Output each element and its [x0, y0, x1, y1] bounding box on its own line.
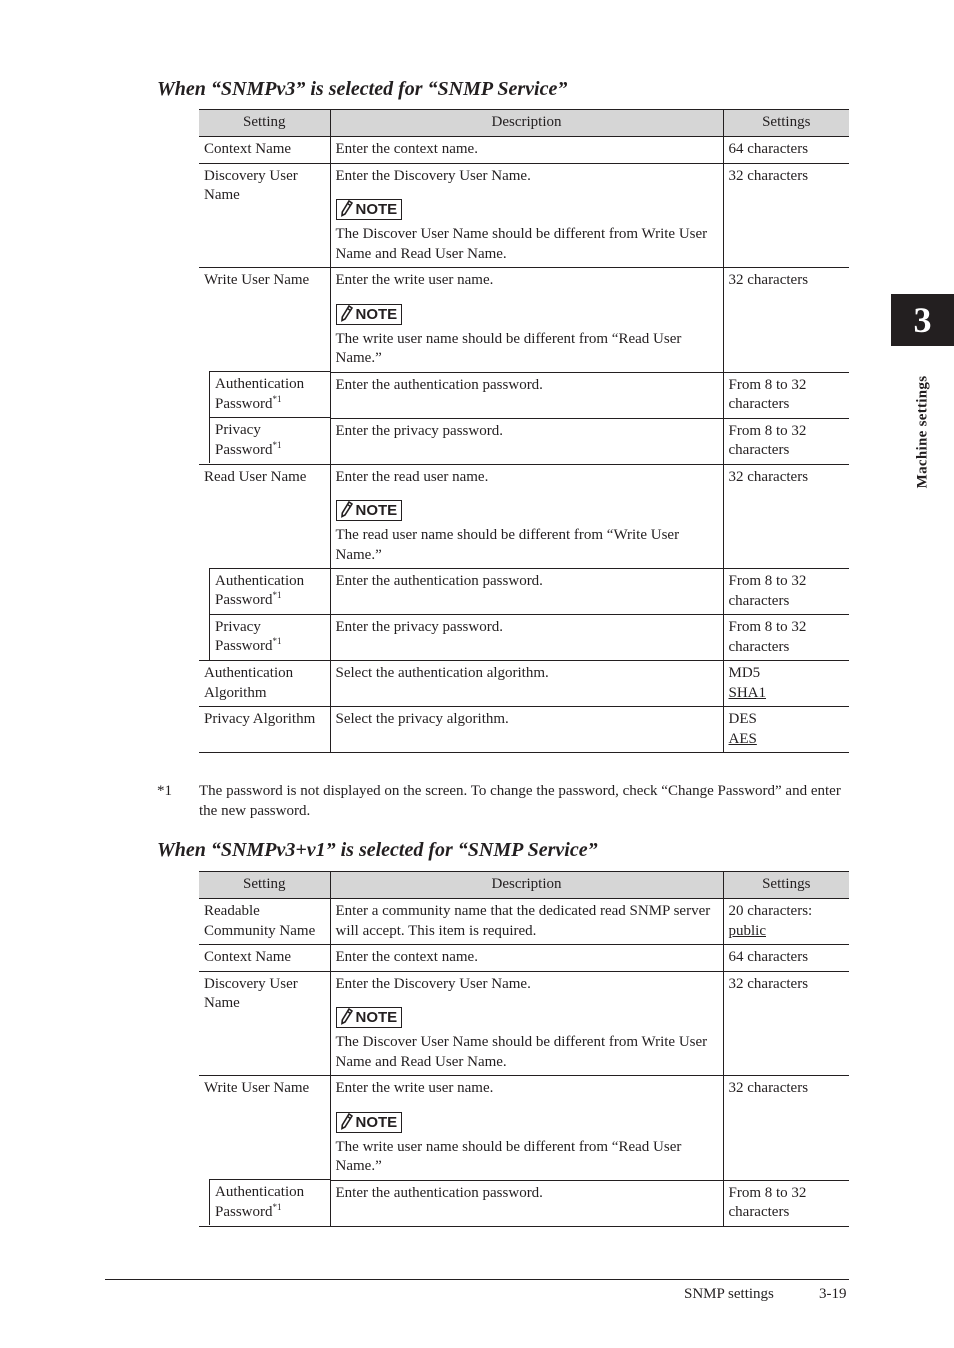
footer-divider	[105, 1279, 849, 1280]
note-text: The write user name should be different from “Read User Name.”	[335, 330, 682, 366]
pencil-icon	[340, 200, 353, 217]
setting-cell: Discovery User Name	[199, 163, 330, 268]
note-label: NOTE	[355, 305, 398, 323]
header-description: Description	[330, 110, 723, 137]
default-option-value: SHA1	[728, 684, 767, 701]
table-row	[199, 971, 849, 1076]
description-cell: Enter the privacy password.	[330, 615, 723, 661]
setting-label: Privacy Password	[215, 618, 273, 654]
setting-cell: Context Name	[199, 137, 330, 164]
table-row	[199, 615, 849, 661]
table-row	[199, 268, 849, 373]
section-title-snmpv3-v1: When “SNMPv3+v1” is selected for “SNMP Service”	[157, 839, 598, 861]
description-cell: Enter a community name that the dedicated read SNMP server will accept. This item is required.	[330, 899, 723, 945]
setting-cell	[199, 615, 330, 661]
table-row	[199, 707, 849, 753]
setting-cell	[199, 1180, 330, 1226]
option-value: MD5	[728, 665, 761, 681]
description-text: Enter the Discovery User Name.	[335, 975, 531, 992]
setting-label: Privacy Password	[215, 422, 273, 458]
setting-cell: Read User Name	[204, 468, 307, 485]
page-number: 3-19	[819, 1286, 847, 1302]
settings-cell: From 8 to 32 characters	[723, 615, 849, 661]
header-setting: Setting	[199, 110, 330, 137]
settings-cell: 64 characters	[723, 137, 849, 164]
settings-cell: 32 characters	[723, 971, 849, 1076]
note-text: The Discover User Name should be different from Write User Name and Read User Name.	[335, 1034, 708, 1070]
settings-cell: 32 characters	[723, 1076, 849, 1181]
setting-cell: Discovery User Name	[199, 971, 330, 1076]
header-settings: Settings	[723, 110, 849, 137]
setting-cell: Write User Name	[204, 272, 310, 288]
footnote-ref: *1	[272, 590, 282, 600]
footnote-text: The password is not displayed on the screen. To change the password, check “Change Password” and enter the new password.	[199, 783, 841, 819]
option-value: 20 characters:	[728, 903, 813, 919]
description-cell: Select the privacy algorithm.	[330, 707, 723, 753]
setting-cell: Context Name	[199, 945, 330, 972]
description-cell	[330, 1076, 723, 1181]
setting-cell: Write User Name	[204, 1080, 310, 1096]
footnote-ref: *1	[272, 636, 282, 646]
description-cell: Enter the authentication password.	[330, 569, 723, 615]
note-label: NOTE	[355, 201, 398, 218]
table-row	[199, 163, 849, 268]
setting-cell: Privacy Algorithm	[199, 707, 330, 753]
note-badge	[336, 199, 403, 220]
table-row	[199, 418, 849, 464]
settings-cell: From 8 to 32 characters	[723, 372, 849, 418]
note-text: The Discover User Name should be different from Write User Name and Read User Name.	[335, 226, 708, 262]
note-badge	[336, 500, 403, 521]
settings-cell	[723, 661, 849, 707]
footnote-ref: *1	[272, 393, 282, 404]
description-cell: Enter the context name.	[330, 137, 723, 164]
settings-cell: 32 characters	[723, 464, 849, 569]
pencil-icon	[340, 305, 353, 322]
settings-cell: 32 characters	[723, 163, 849, 268]
default-option-value: AES	[728, 730, 757, 747]
description-text: Enter the write user name.	[335, 1080, 494, 1096]
footnote-ref: *1	[272, 1201, 282, 1212]
settings-cell: From 8 to 32 characters	[723, 418, 849, 464]
pencil-icon	[340, 1008, 353, 1025]
footnote	[157, 781, 849, 821]
setting-cell	[199, 418, 330, 464]
settings-cell: From 8 to 32 characters	[723, 569, 849, 615]
table-row	[199, 661, 849, 707]
chapter-tab: 3	[891, 294, 954, 346]
header-setting: Setting	[199, 872, 330, 899]
note-text: The read user name should be different from “Write User Name.”	[335, 527, 680, 563]
header-settings: Settings	[723, 872, 849, 899]
description-text: Enter the write user name.	[335, 272, 494, 288]
table-row	[199, 464, 849, 569]
note-label: NOTE	[355, 1113, 398, 1131]
chapter-side-label: Machine settings	[914, 375, 931, 489]
description-cell: Enter the authentication password.	[330, 1180, 723, 1226]
snmpv3-v1-settings-table	[199, 871, 849, 1227]
setting-cell: Authentication Algorithm	[199, 661, 330, 707]
section-title-snmpv3: When “SNMPv3” is selected for “SNMP Service”	[157, 78, 568, 100]
settings-cell: 64 characters	[723, 945, 849, 972]
table-row	[199, 899, 849, 945]
pencil-icon	[340, 1113, 353, 1130]
setting-label: Authentication Password	[215, 376, 305, 412]
snmpv3-settings-table	[199, 109, 849, 753]
description-cell	[330, 268, 723, 373]
description-cell: Enter the context name.	[330, 945, 723, 972]
description-cell	[330, 163, 723, 268]
settings-cell: From 8 to 32 characters	[723, 1180, 849, 1226]
description-cell: Select the authentication algorithm.	[330, 661, 723, 707]
description-text: Enter the read user name.	[335, 468, 489, 485]
note-badge	[336, 1007, 403, 1028]
setting-cell	[199, 569, 330, 615]
table-row	[199, 1076, 849, 1181]
settings-cell: 32 characters	[723, 268, 849, 373]
description-cell: Enter the authentication password.	[330, 372, 723, 418]
table-header-row	[199, 872, 849, 899]
setting-label: Authentication Password	[215, 572, 305, 608]
note-badge	[336, 304, 403, 325]
setting-cell: Readable Community Name	[199, 899, 330, 945]
table-row	[199, 137, 849, 164]
table-row	[199, 569, 849, 615]
note-badge	[336, 1112, 403, 1133]
setting-label: Authentication Password	[215, 1184, 305, 1220]
pencil-icon	[340, 501, 353, 518]
table-row	[199, 945, 849, 972]
footnote-mark: *1	[157, 783, 172, 799]
default-option-value: public	[728, 922, 766, 939]
description-cell: Enter the privacy password.	[330, 418, 723, 464]
header-description: Description	[330, 872, 723, 899]
footer-section-title: SNMP settings	[684, 1286, 774, 1302]
description-cell	[330, 464, 723, 569]
description-cell	[330, 971, 723, 1076]
table-row	[199, 372, 849, 418]
footnote-ref: *1	[272, 439, 282, 450]
settings-cell	[723, 899, 849, 945]
settings-cell	[723, 707, 849, 753]
setting-cell	[199, 372, 330, 418]
note-label: NOTE	[355, 502, 398, 519]
table-header-row	[199, 110, 849, 137]
option-value: DES	[728, 711, 757, 727]
note-text: The write user name should be different from “Read User Name.”	[335, 1138, 682, 1174]
table-row	[199, 1180, 849, 1226]
note-label: NOTE	[355, 1009, 398, 1026]
description-text: Enter the Discovery User Name.	[335, 167, 531, 184]
